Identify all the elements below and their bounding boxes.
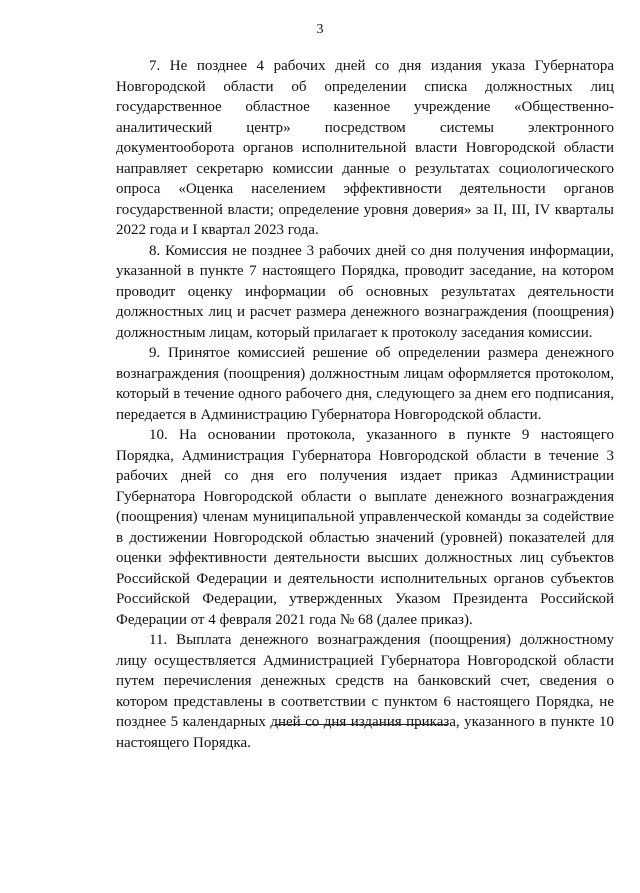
paragraph-11: 11. Выплата денежного вознаграждения (поощрения) должностному лицу осуществляется Администрацией Губернатора Новгородской области путем перечисления денежных средств на банковский счет, сведения о котором представлены в соответствии с пунктом 6 настоящего Порядка, не позднее 5 календарных дней со дня издания приказа, указанного в пункте 10 настоящего Порядка. — [116, 632, 614, 751]
document-body — [116, 56, 614, 753]
paragraph-10: 10. На основании протокола, указанного в пункте 9 настоящего Порядка, Администрация Губернатора Новгородской области в течение 3 рабочих дней со дня его получения издает приказ Администрации Губернатора Новгородской области о выплате денежного вознаграждения (поощрения) членам муниципальной управленческой команды за содействие в достижении Новгородской областью значений (уровней) показателей для оценки эффективности деятельности высших должностных лиц субъектов Российской Федерации и деятельности исполнительных органов субъектов Российской Федерации, утвержденных Указом Президента Российской Федерации от 4 февраля 2021 года № 68 (далее приказ). — [116, 427, 614, 628]
paragraph-8: 8. Комиссия не позднее 3 рабочих дней со дня получения информации, указанной в пункте 7 настоящего Порядка, проводит заседание, на котором проводит оценку информации об основных результатах деятельности должностных лиц и расчет размера денежного вознаграждения (поощрения) должностным лицам, который прилагает к протоколу заседания комиссии. — [116, 242, 614, 341]
paragraph-9: 9. Принятое комиссией решение об определении размера денежного вознаграждения (поощрения) должностным лицам оформляется протоколом, который в течение одного рабочего дня, следующего за днем его подписания, передается в Администрацию Губернатора Новгородской области. — [116, 345, 614, 423]
paragraph-7: 7. Не позднее 4 рабочих дней со дня издания указа Губернатора Новгородской области об определении списка должностных лиц государственное областное казенное учреждение «Общественно-аналитический центр» посредством системы электронного документооборота органов исполнительной власти Новгородской области направляет секретарю комиссии данные о результатах социологического опроса «Оценка населением эффективности деятельности органов государственной власти; определение уровня доверия» за II, III, IV кварталы 2022 года и I квартал 2023 года. — [116, 58, 614, 238]
end-separator-line — [275, 724, 448, 725]
page-number: 3 — [316, 22, 324, 37]
